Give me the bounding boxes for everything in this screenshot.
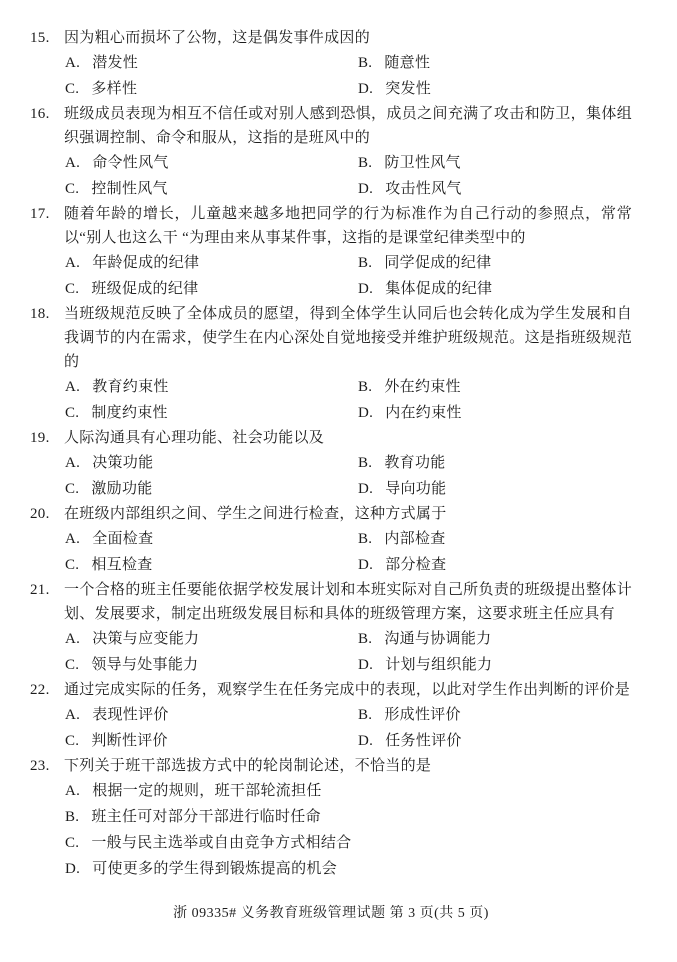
option-text: 制度约束性 [91, 405, 168, 421]
options [30, 702, 632, 754]
option-label: D. [358, 281, 374, 297]
question-stem [30, 754, 632, 778]
page-footer: 浙 09335# 义务教育班级管理试题 第 3 页(共 5 页) [173, 906, 489, 921]
option-text: 内部检查 [384, 531, 446, 547]
option-label: A. [65, 379, 81, 395]
option-d [358, 276, 632, 302]
option-label: B. [358, 531, 373, 547]
option-label: A. [65, 455, 81, 471]
option-label: D. [358, 481, 374, 497]
option-text: 教育约束性 [92, 379, 169, 395]
question-text: 通过完成实际的任务，观察学生在任务完成中的表现，以此对学生作出判断的评价是 [64, 682, 631, 698]
option-c [65, 76, 358, 102]
option-text: 教育功能 [384, 455, 446, 471]
option-label: B. [65, 809, 80, 825]
option-text: 班主任可对部分干部进行临时任命 [91, 809, 321, 825]
option-text: 根据一定的规则，班干部轮流担任 [92, 783, 322, 799]
option-text: 命令性风气 [92, 155, 169, 171]
question-text: 当班级规范反映了全体成员的愿望，得到全体学生认同后也会转化成为学生发展和自我调节的内在需求，使学生在内心深处自觉地接受并维护班级规范。这是指班级规范的 [64, 306, 632, 370]
option-text: 计划与组织能力 [385, 657, 493, 673]
option-c [65, 652, 358, 678]
option-c [65, 400, 358, 426]
option-b [358, 626, 632, 652]
question-number: 23. [30, 758, 50, 774]
question-19 [30, 426, 632, 502]
option-b [358, 526, 632, 552]
option-text: 激励功能 [91, 481, 153, 497]
options [30, 450, 632, 502]
option-label: A. [65, 707, 81, 723]
option-label: A. [65, 783, 81, 799]
question-stem [30, 426, 632, 450]
option-a [65, 702, 358, 728]
question-stem [30, 578, 632, 626]
option-c [65, 476, 358, 502]
option-c [65, 728, 358, 754]
option-text: 形成性评价 [384, 707, 461, 723]
question-21 [30, 578, 632, 678]
option-text: 相互检查 [91, 557, 153, 573]
option-b [358, 450, 632, 476]
option-c [65, 276, 358, 302]
option-label: C. [65, 733, 80, 749]
option-label: A. [65, 631, 81, 647]
option-text: 部分检查 [385, 557, 447, 573]
option-label: D. [358, 81, 374, 97]
option-d [358, 476, 632, 502]
question-20 [30, 502, 632, 578]
option-label: C. [65, 835, 80, 851]
option-label: A. [65, 255, 81, 271]
option-text: 同学促成的纪律 [384, 255, 492, 271]
question-number: 17. [30, 206, 50, 222]
option-b [358, 702, 632, 728]
option-d [358, 400, 632, 426]
option-text: 年龄促成的纪律 [92, 255, 200, 271]
option-text: 随意性 [384, 55, 431, 71]
options [30, 374, 632, 426]
option-d [358, 652, 632, 678]
option-text: 导向功能 [385, 481, 447, 497]
options [30, 150, 632, 202]
option-label: C. [65, 405, 80, 421]
option-text: 突发性 [385, 81, 432, 97]
option-label: C. [65, 557, 80, 573]
question-text: 在班级内部组织之间、学生之间进行检查，这种方式属于 [64, 506, 447, 522]
option-label: B. [358, 255, 373, 271]
options [30, 526, 632, 578]
option-label: B. [358, 707, 373, 723]
option-label: B. [358, 55, 373, 71]
question-stem [30, 502, 632, 526]
question-number: 18. [30, 306, 50, 322]
options [30, 250, 632, 302]
option-c [65, 176, 358, 202]
option-label: D. [358, 405, 374, 421]
option-a [65, 374, 358, 400]
question-number: 19. [30, 430, 50, 446]
question-stem [30, 302, 632, 374]
option-label: B. [358, 379, 373, 395]
option-a [65, 250, 358, 276]
question-stem [30, 26, 632, 50]
option-label: D. [358, 557, 374, 573]
option-text: 沟通与协调能力 [384, 631, 492, 647]
question-18 [30, 302, 632, 426]
option-d [65, 856, 632, 882]
option-label: C. [65, 657, 80, 673]
question-text: 下列关于班干部选拔方式中的轮岗制论述，不恰当的是 [64, 758, 432, 774]
option-text: 一般与民主选举或自由竞争方式相结合 [91, 835, 352, 851]
option-text: 任务性评价 [385, 733, 462, 749]
option-d [358, 176, 632, 202]
question-text: 人际沟通具有心理功能、社会功能以及 [64, 430, 325, 446]
option-d [358, 552, 632, 578]
option-a [65, 450, 358, 476]
option-text: 表现性评价 [92, 707, 169, 723]
option-label: B. [358, 631, 373, 647]
option-label: D. [358, 657, 374, 673]
question-17 [30, 202, 632, 302]
options [30, 626, 632, 678]
option-text: 判断性评价 [91, 733, 168, 749]
option-text: 集体促成的纪律 [385, 281, 493, 297]
question-text: 随着年龄的增长，儿童越来越多地把同学的行为标准作为自己行动的参照点，常常以“别人也这么干 “为理由来从事某件事，这指的是课堂纪律类型中的 [64, 206, 632, 246]
question-15 [30, 26, 632, 102]
option-text: 全面检查 [92, 531, 154, 547]
option-text: 潜发性 [92, 55, 139, 71]
question-text: 班级成员表现为相互不信任或对别人感到恐惧，成员之间充满了攻击和防卫，集体组织强调控制、命令和服从，这指的是班风中的 [64, 106, 632, 146]
option-text: 可使更多的学生得到锻炼提高的机会 [92, 861, 337, 877]
options [30, 50, 632, 102]
option-text: 决策与应变能力 [92, 631, 200, 647]
option-a [65, 150, 358, 176]
option-label: B. [358, 155, 373, 171]
question-number: 22. [30, 682, 50, 698]
option-label: A. [65, 531, 81, 547]
option-d [358, 728, 632, 754]
option-text: 控制性风气 [91, 181, 168, 197]
option-a [65, 526, 358, 552]
question-text: 因为粗心而损坏了公物，这是偶发事件成因的 [64, 30, 371, 46]
option-c [65, 830, 632, 856]
question-22 [30, 678, 632, 754]
option-label: C. [65, 481, 80, 497]
option-b [65, 804, 632, 830]
question-23 [30, 754, 632, 882]
option-a [65, 50, 358, 76]
option-label: A. [65, 155, 81, 171]
option-text: 防卫性风气 [384, 155, 461, 171]
question-text: 一个合格的班主任要能依据学校发展计划和本班实际对自己所负责的班级提出整体计划、发展要求，制定出班级发展目标和具体的班级管理方案，这要求班主任应具有 [64, 582, 632, 622]
option-b [358, 374, 632, 400]
question-number: 21. [30, 582, 50, 598]
question-number: 16. [30, 106, 50, 122]
option-b [358, 50, 632, 76]
question-number: 15. [30, 30, 50, 46]
option-label: C. [65, 181, 80, 197]
option-text: 内在约束性 [385, 405, 462, 421]
option-text: 领导与处事能力 [91, 657, 199, 673]
option-text: 攻击性风气 [385, 181, 462, 197]
question-stem [30, 102, 632, 150]
question-stem [30, 678, 632, 702]
question-number: 20. [30, 506, 50, 522]
option-label: A. [65, 55, 81, 71]
option-label: C. [65, 81, 80, 97]
option-c [65, 552, 358, 578]
option-text: 多样性 [91, 81, 138, 97]
option-text: 外在约束性 [384, 379, 461, 395]
option-d [358, 76, 632, 102]
options [30, 778, 632, 882]
option-text: 班级促成的纪律 [91, 281, 199, 297]
question-16 [30, 102, 632, 202]
option-label: C. [65, 281, 80, 297]
option-label: D. [358, 733, 374, 749]
option-text: 决策功能 [92, 455, 154, 471]
option-a [65, 626, 358, 652]
option-label: B. [358, 455, 373, 471]
option-label: D. [65, 861, 81, 877]
question-stem [30, 202, 632, 250]
option-label: D. [358, 181, 374, 197]
option-a [65, 778, 632, 804]
option-b [358, 150, 632, 176]
option-b [358, 250, 632, 276]
